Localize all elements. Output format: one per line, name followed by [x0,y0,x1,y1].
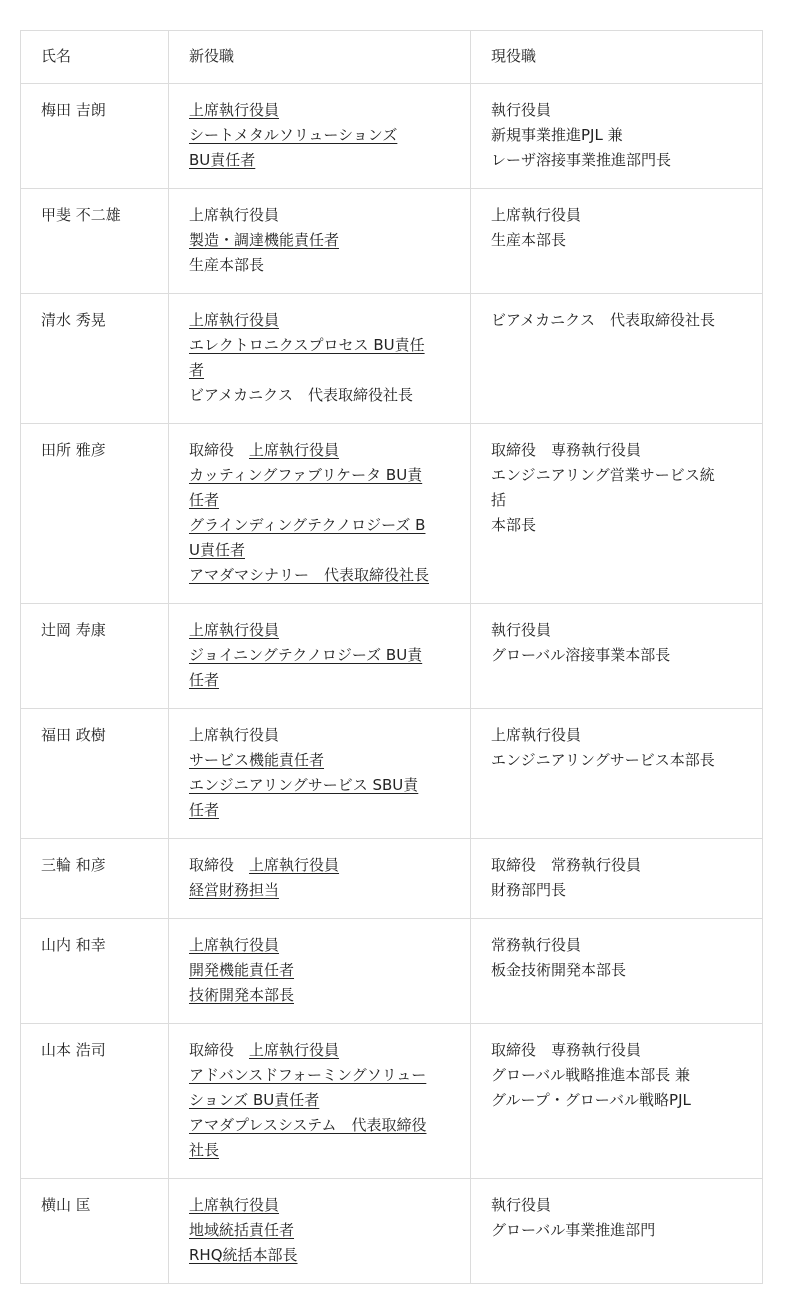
cell-new-role [169,1024,471,1179]
new-role-text: 上席執行役員 [189,311,280,329]
new-role-text: 任者 [189,491,220,509]
table-row [21,604,763,709]
new-role-text: 技術開発本部長 [189,986,295,1004]
new-role-text: ビアメカニクス 代表取締役社長 [189,386,413,404]
new-role-text: ションズ BU責任者 [189,1091,320,1109]
new-role-line [189,123,450,148]
new-role-line [189,1113,450,1138]
new-role-text: 任者 [189,801,220,819]
current-role-line: エンジニアリング営業サービス統 [491,466,715,484]
new-role-line [189,1218,450,1243]
new-role-text: アマダプレスシステム 代表取締役 [189,1116,427,1134]
table-body [21,84,763,1284]
table-row [21,189,763,294]
new-role-line [189,798,450,823]
new-role-text: 経営財務担当 [189,881,280,899]
current-role-line: グローバル溶接事業本部長 [491,646,671,664]
current-role-line: グローバル事業推進部門 [491,1221,656,1239]
table-row [21,1024,763,1179]
cell-new-role [169,84,471,189]
current-role-line: エンジニアリングサービス本部長 [491,751,715,769]
new-role-line [189,383,450,408]
new-role-line [189,668,450,693]
cell-name: 横山 匡 [21,1179,169,1284]
new-role-text: 者 [189,361,205,379]
new-role-text: カッティングファブリケータ BU責 [189,466,423,484]
new-role-line [189,563,450,588]
new-role-line [189,98,450,123]
new-role-part: 上席執行役員 [249,856,340,874]
cell-current-role [471,424,763,604]
current-role-line: 執行役員 [491,621,552,639]
cell-new-role [169,604,471,709]
current-role-line: 新規事業推進PJL 兼 [491,126,623,144]
cell-current-role [471,189,763,294]
new-role-line [189,1038,450,1063]
cell-new-role [169,424,471,604]
new-role-text: 開発機能責任者 [189,961,295,979]
table-row [21,839,763,919]
new-role-part: 取締役 [189,1041,250,1059]
new-role-line [189,308,450,333]
new-role-text: 上席執行役員 [189,621,280,639]
current-role-line: 取締役 専務執行役員 [491,441,642,459]
cell-current-role [471,604,763,709]
cell-new-role [169,919,471,1024]
personnel-table [20,30,763,1284]
new-role-line [189,983,450,1008]
new-role-text: 上席執行役員 [189,936,280,954]
new-role-line [189,618,450,643]
cell-new-role [169,709,471,839]
cell-name: 山本 浩司 [21,1024,169,1179]
new-role-text: 地域統括責任者 [189,1221,295,1239]
header-new-role: 新役職 [169,31,471,84]
cell-new-role [169,189,471,294]
new-role-line [189,513,450,538]
new-role-text: 生産本部長 [189,256,265,274]
new-role-line [189,538,450,563]
new-role-line [189,438,450,463]
new-role-text: アマダマシナリー 代表取締役社長 [189,566,430,584]
table-row [21,424,763,604]
table-row [21,709,763,839]
current-role-line: 財務部門長 [491,881,567,899]
new-role-line [189,358,450,383]
cell-current-role [471,1024,763,1179]
cell-current-role [471,294,763,424]
cell-current-role [471,709,763,839]
new-role-line [189,253,450,278]
new-role-line [189,488,450,513]
cell-name: 梅田 吉朗 [21,84,169,189]
new-role-line [189,933,450,958]
current-role-line: グローバル戦略推進本部長 兼 [491,1066,691,1084]
new-role-line [189,333,450,358]
personnel-announcement [20,30,762,1284]
current-role-line: 生産本部長 [491,231,567,249]
new-role-part: 上席執行役員 [249,1041,340,1059]
new-role-text: BU責任者 [189,151,256,169]
new-role-line [189,643,450,668]
cell-name: 辻岡 寿康 [21,604,169,709]
cell-new-role [169,1179,471,1284]
cell-name: 山内 和幸 [21,919,169,1024]
cell-name: 三輪 和彦 [21,839,169,919]
new-role-line [189,203,450,228]
new-role-text: グラインディングテクノロジーズ B [189,516,426,534]
new-role-text: 製造・調達機能責任者 [189,231,340,249]
current-role-line: 常務執行役員 [491,936,582,954]
new-role-part: 上席執行役員 [249,441,340,459]
new-role-line [189,148,450,173]
new-role-part: 取締役 [189,856,250,874]
current-role-line: ビアメカニクス 代表取締役社長 [491,311,715,329]
new-role-line [189,1138,450,1163]
cell-current-role [471,1179,763,1284]
current-role-line: 取締役 常務執行役員 [491,856,642,874]
current-role-line: 上席執行役員 [491,206,582,224]
new-role-text: 上席執行役員 [189,1196,280,1214]
new-role-text: 社長 [189,1141,220,1159]
new-role-line [189,723,450,748]
new-role-text: エンジニアリングサービス SBU責 [189,776,419,794]
new-role-text: シートメタルソリューションズ [189,126,398,144]
new-role-part: 取締役 [189,441,250,459]
new-role-text: ジョイニングテクノロジーズ BU責 [189,646,423,664]
new-role-line [189,1193,450,1218]
new-role-line [189,463,450,488]
cell-current-role [471,84,763,189]
new-role-line [189,773,450,798]
cell-new-role [169,294,471,424]
new-role-line [189,878,450,903]
new-role-line [189,958,450,983]
new-role-text: 任者 [189,671,220,689]
current-role-line: 本部長 [491,516,537,534]
new-role-text: RHQ統括本部長 [189,1246,298,1264]
new-role-line [189,228,450,253]
current-role-line: 執行役員 [491,101,552,119]
new-role-text: 上席執行役員 [189,726,280,744]
current-role-line: グループ・グローバル戦略PJL [491,1091,691,1109]
table-row [21,294,763,424]
new-role-line [189,853,450,878]
current-role-line: 取締役 専務執行役員 [491,1041,642,1059]
new-role-text: U責任者 [189,541,245,559]
table-row [21,919,763,1024]
cell-name: 田所 雅彦 [21,424,169,604]
current-role-line: 板金技術開発本部長 [491,961,627,979]
current-role-line: 括 [491,491,507,509]
current-role-line: レーザ溶接事業推進部門長 [491,151,672,169]
current-role-line: 執行役員 [491,1196,552,1214]
current-role-line: 上席執行役員 [491,726,582,744]
new-role-line [189,1243,450,1268]
new-role-text: 上席執行役員 [189,101,280,119]
table-row [21,84,763,189]
table-row [21,1179,763,1284]
new-role-text: 上席執行役員 [189,206,280,224]
new-role-text: アドバンスドフォーミングソリュー [189,1066,427,1084]
header-current-role: 現役職 [471,31,763,84]
cell-current-role [471,919,763,1024]
cell-name: 福田 政樹 [21,709,169,839]
cell-name: 甲斐 不二雄 [21,189,169,294]
new-role-text: エレクトロニクスプロセス BU責任 [189,336,425,354]
cell-current-role [471,839,763,919]
cell-name: 清水 秀晃 [21,294,169,424]
new-role-line [189,748,450,773]
header-name: 氏名 [21,31,169,84]
table-header-row [21,31,763,84]
new-role-text: サービス機能責任者 [189,751,325,769]
cell-new-role [169,839,471,919]
new-role-line [189,1088,450,1113]
new-role-line [189,1063,450,1088]
